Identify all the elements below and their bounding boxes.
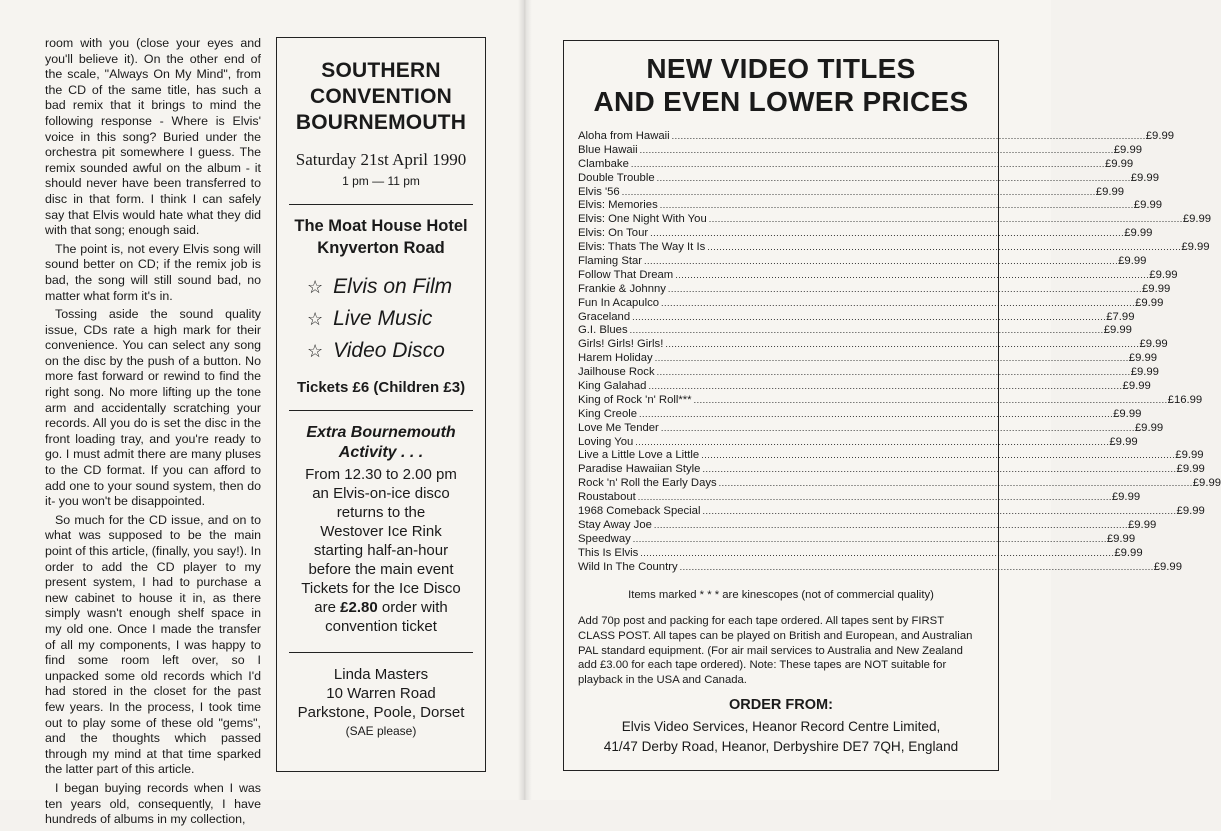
article-paragraph: The point is, not every Elvis song will sound better on CD; if the remix job is bad, the song will still sound bad, no matter what form it's in.: [45, 241, 261, 303]
article-paragraph: So much for the CD issue, and on to what was supposed to be the main point of this article, (finally, you say!). In order to add the CD player to my present system, I had to purchase a new cabinet to house it in, as there simply wasn't enough shelf space in my old one. Once I made the transfer of all my components, I was happy to find some room left over, so I unpacked some old records which I'd had stored in the closet for the past few years. In the process, I took time out to play some of these old "gems", and the thoughts which passed through my mind at that time sparked the latter part of this article.: [45, 512, 262, 777]
extra-activity-title: Extra Bournemouth Activity . . .: [306, 424, 456, 461]
dot-leader: ..............................................................................................................................................................: [637, 492, 1112, 503]
dot-leader: ..............................................................................................................................................................: [632, 533, 1107, 544]
video-price: £9.99: [1145, 130, 1175, 142]
video-title: Elvis: Thats The Way It Is: [578, 241, 706, 254]
video-title-row: [578, 518, 1157, 533]
dot-leader: ..............................................................................................................................................................: [639, 144, 1114, 155]
video-title: Jailhouse Rock: [578, 366, 655, 379]
video-price: £9.99: [1114, 546, 1143, 559]
video-title-row: [578, 310, 1135, 325]
video-title: Fun In Acapulco: [578, 296, 660, 309]
video-price: £9.99: [1192, 477, 1221, 490]
video-title-row: [578, 449, 1204, 463]
video-price: £9.99: [1134, 421, 1164, 434]
video-title-row: [578, 143, 1143, 158]
video-price: £9.99: [1130, 366, 1159, 379]
kinescope-note: Items marked * * * are kinescopes (not of commercial quality): [628, 589, 934, 601]
dot-leader: ..............................................................................................................................................................: [630, 158, 1105, 169]
video-price: £9.99: [1106, 532, 1136, 545]
video-price: £9.99: [1095, 185, 1125, 198]
video-title-row: [578, 505, 1205, 519]
star-icon: ☆: [307, 277, 324, 297]
video-title: Girls! Girls! Girls!: [578, 338, 664, 351]
video-title-row: [578, 393, 1203, 408]
dot-leader: ..............................................................................................................................................................: [653, 519, 1128, 530]
dot-leader: ..............................................................................................................................................................: [660, 422, 1135, 433]
video-price: £9.99: [1142, 282, 1171, 295]
video-title: King of Rock 'n' Roll***: [578, 393, 692, 406]
video-title-row: [578, 477, 1221, 491]
video-title-row: [578, 366, 1159, 380]
video-title-row: [578, 241, 1210, 255]
video-title-row: [578, 171, 1159, 186]
video-title: Elvis '56: [578, 185, 620, 198]
star-icon: ☆: [307, 309, 324, 329]
video-title: Loving You: [578, 435, 634, 448]
dot-leader: ..............................................................................................................................................................: [667, 283, 1142, 294]
video-title-row: [578, 296, 1164, 311]
video-price: £9.99: [1149, 268, 1178, 281]
video-title-row: [578, 324, 1132, 338]
video-price: £9.99: [1113, 143, 1143, 156]
divider: [289, 204, 473, 205]
video-title-row: [578, 268, 1178, 283]
video-title-row: [578, 213, 1212, 227]
video-title: Follow That Dream: [578, 268, 674, 281]
video-price-list: [578, 130, 1221, 575]
video-price: £9.99: [1176, 505, 1205, 518]
video-price: £9.99: [1135, 296, 1164, 309]
star-icon: ☆: [307, 341, 324, 361]
video-title-row: [578, 421, 1164, 436]
contact-note: (SAE please): [345, 724, 417, 738]
video-title: Elvis: Memories: [578, 199, 658, 212]
event-item: ☆ Live Music: [307, 307, 433, 330]
ice-disco-price: £2.80: [340, 599, 378, 616]
event-list: [307, 271, 485, 367]
video-price: £9.99: [1130, 171, 1159, 184]
video-price: £9.99: [1127, 518, 1157, 531]
video-title-row: [578, 255, 1147, 269]
video-title-row: [578, 199, 1163, 213]
video-price: £9.99: [1175, 449, 1204, 462]
order-address: Elvis Video Services, Heanor Record Centre Limited, 41/47 Derby Road, Heanor, Derbyshire DE7 7QH, England: [603, 719, 959, 754]
video-title-row: [578, 185, 1125, 200]
video-title: Rock 'n' Roll the Early Days: [578, 477, 717, 490]
article-paragraph: room with you (close your eyes and you'll believe it). On the other end of the scale, "Always On My Mind", from the CD of the same title, has such a bad remix that it brings to mind the following response - Where is Elvis' voice in this song? Buried under the orchestra pit somewhere I guess. The remix sounded awful on the album - it should never have been transferred to disc in that form. I think I can safely say that Elvis would hate what they did with that song; enough said.: [45, 36, 261, 238]
video-price: £9.99: [1176, 463, 1205, 476]
event-item: ☆ Video Disco: [307, 339, 445, 362]
video-title: Paradise Hawaiian Style: [578, 463, 701, 476]
convention-venue: The Moat House Hotel Knyverton Road: [294, 217, 468, 257]
video-title: Speedway: [578, 532, 631, 545]
video-title-row: [578, 407, 1142, 422]
dot-leader: ..............................................................................................................................................................: [629, 325, 1104, 336]
event-item: ☆ Elvis on Film: [307, 275, 453, 298]
dot-leader: ..............................................................................................................................................................: [648, 381, 1123, 392]
video-title-row: [578, 463, 1205, 477]
dot-leader: ..............................................................................................................................................................: [632, 311, 1107, 322]
video-title-row: [578, 435, 1138, 450]
dot-leader: ..............................................................................................................................................................: [644, 256, 1119, 267]
dot-leader: ..............................................................................................................................................................: [661, 297, 1136, 308]
video-title: 1968 Comeback Special: [578, 505, 701, 518]
video-price: £9.99: [1128, 352, 1158, 365]
video-title: Love Me Tender: [578, 421, 659, 434]
video-price: £9.99: [1118, 255, 1147, 268]
dot-leader: ..............................................................................................................................................................: [718, 478, 1193, 489]
video-title: King Creole: [578, 407, 638, 420]
video-price: £9.99: [1103, 324, 1132, 337]
divider: [289, 410, 473, 411]
dot-leader: ..............................................................................................................................................................: [693, 394, 1168, 405]
video-price: £9.99: [1153, 560, 1182, 573]
video-title-row: [578, 491, 1141, 505]
article-paragraph: Tossing aside the sound quality issue, CDs rate a high mark for their convenience. You can select any song on the disc by the push of a button. No more fast forward or rewind to find the right song. No more lifting up the tone arm and accidentally scratching your records. All you do is set the disc in the front loading tray, and you're ready to go. I must admit there are many pluses to the CD format. If you can afford to add one to your sound system, then do it- you won't be disappointed.: [45, 307, 261, 509]
postage-info: Add 70p post and packing for each tape ordered. All tapes sent by FIRST CLASS POST. All tapes can be played on British and European, and Australian PAL standard equipment. (For air mail services to Australia and New Zealand add £3.00 for each tape ordered). Note: These tapes are NOT suitable for playback in the USA and Canada.: [578, 615, 973, 687]
page-fold: [518, 0, 532, 800]
video-price: £9.99: [1122, 380, 1151, 393]
video-title-row: [578, 546, 1143, 561]
dot-leader: ..............................................................................................................................................................: [702, 506, 1177, 517]
video-title: Frankie & Johnny: [578, 282, 666, 295]
video-title: Harem Holiday: [578, 352, 653, 365]
video-title: Clambake: [578, 157, 629, 170]
dot-leader: ..............................................................................................................................................................: [675, 269, 1150, 280]
dot-leader: ..............................................................................................................................................................: [671, 131, 1146, 141]
dot-leader: ..............................................................................................................................................................: [708, 214, 1183, 225]
extra-activity-text: From 12.30 to 2.00 pm an Elvis-on-ice disco returns to the Westover Ice Rink starting half-an-hour before the main event Tickets for the Ice Disco are £2.80 order with convention ticket: [301, 466, 461, 635]
video-price: £9.99: [1139, 338, 1168, 351]
video-price: £7.99: [1106, 310, 1135, 323]
video-price: £9.99: [1181, 241, 1210, 254]
dot-leader: ..............................................................................................................................................................: [640, 547, 1115, 558]
video-price: £9.99: [1133, 199, 1163, 212]
divider: [289, 652, 473, 653]
video-title-row: [578, 560, 1182, 575]
video-title-row: [578, 157, 1134, 172]
video-title: Aloha from Hawaii: [578, 130, 670, 142]
dot-leader: ..............................................................................................................................................................: [707, 242, 1182, 253]
video-title: Live a Little Love a Little: [578, 449, 700, 462]
video-title-row: [578, 532, 1136, 547]
dot-leader: ..............................................................................................................................................................: [701, 450, 1176, 461]
video-title: Wild In The Country: [578, 560, 678, 573]
dot-leader: ..............................................................................................................................................................: [679, 561, 1154, 572]
dot-leader: ..............................................................................................................................................................: [621, 186, 1096, 197]
video-price: £9.99: [1109, 435, 1138, 448]
dot-leader: ..............................................................................................................................................................: [656, 367, 1131, 378]
video-title-row: [578, 380, 1151, 394]
video-price: £9.99: [1182, 213, 1212, 226]
convention-date: Saturday 21st April 1990: [295, 150, 467, 169]
convention-time: 1 pm — 11 pm: [342, 174, 420, 188]
video-title-row: [578, 338, 1168, 352]
video-title: Elvis: One Night With You: [578, 213, 707, 226]
video-title: Roustabout: [578, 491, 636, 504]
video-advert: [563, 40, 1221, 771]
dot-leader: ..............................................................................................................................................................: [659, 200, 1134, 211]
video-title: King Galahad: [578, 380, 647, 393]
dot-leader: ..............................................................................................................................................................: [650, 228, 1125, 239]
video-price: £9.99: [1104, 157, 1134, 170]
video-title-row: [578, 130, 1175, 144]
video-price: £16.99: [1167, 393, 1203, 406]
convention-title: SOUTHERN CONVENTION BOURNEMOUTH: [295, 59, 467, 134]
video-title: Graceland: [578, 310, 631, 323]
video-price: £9.99: [1113, 407, 1142, 420]
dot-leader: ..............................................................................................................................................................: [654, 353, 1129, 364]
video-title: Stay Away Joe: [578, 518, 652, 531]
video-price: £9.99: [1111, 491, 1141, 504]
video-title-row: [578, 352, 1158, 366]
video-title: G.I. Blues: [578, 324, 628, 337]
article-column: [45, 36, 261, 831]
video-title: Blue Hawaii: [578, 143, 638, 156]
dot-leader: ..............................................................................................................................................................: [635, 436, 1110, 447]
article-paragraph: I began buying records when I was ten years old, consequently, I have hundreds of albums in my collection,: [45, 780, 261, 827]
video-price: £9.99: [1124, 227, 1153, 240]
video-title: Elvis: On Tour: [578, 227, 649, 240]
video-title-row: [578, 227, 1153, 241]
video-title-row: [578, 282, 1171, 297]
ticket-price: Tickets £6 (Children £3): [296, 379, 466, 396]
dot-leader: ..............................................................................................................................................................: [656, 172, 1131, 183]
contact-address: Linda Masters 10 Warren Road Parkstone, Poole, Dorset: [297, 666, 465, 721]
video-title: Double Trouble: [578, 171, 655, 184]
video-title: This Is Elvis: [578, 546, 639, 559]
dot-leader: ..............................................................................................................................................................: [665, 339, 1140, 350]
convention-advert: [276, 37, 486, 772]
dot-leader: ..............................................................................................................................................................: [639, 408, 1114, 419]
order-heading: ORDER FROM:: [729, 697, 833, 713]
video-heading: NEW VIDEO TITLES AND EVEN LOWER PRICES: [593, 53, 969, 117]
dot-leader: ..............................................................................................................................................................: [702, 464, 1177, 475]
video-title: Flaming Star: [578, 255, 643, 268]
